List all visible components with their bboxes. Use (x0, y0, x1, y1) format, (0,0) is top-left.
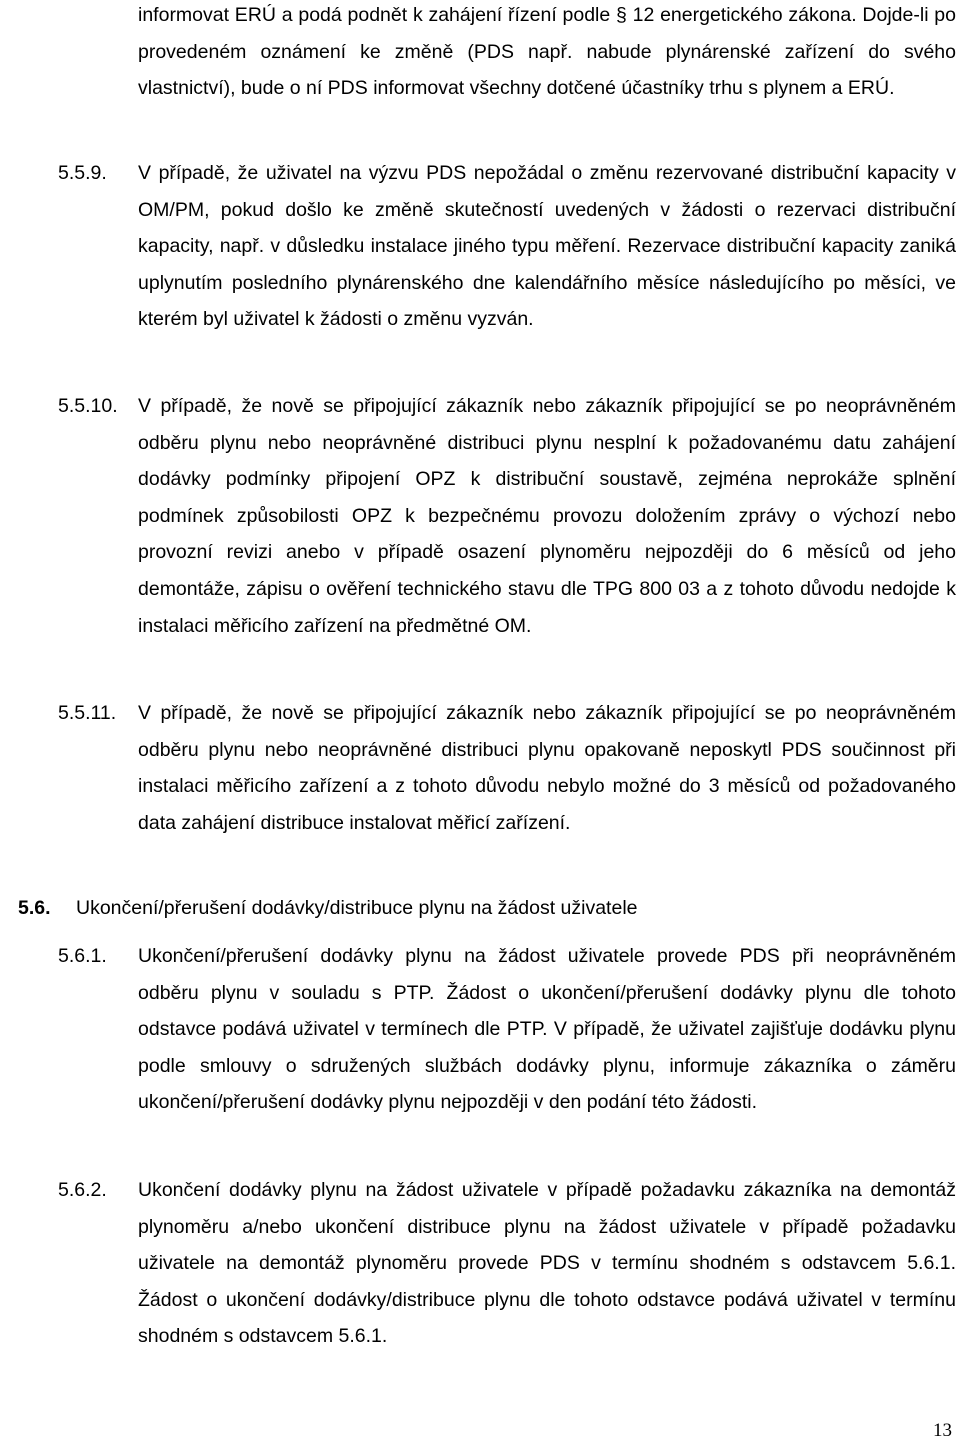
item-text-5-5-11: V případě, že nově se připojující zákazník nebo zákazník připojující se po neoprávněném odběru plynu nebo neoprávněné distribuci plynu opakovaně neposkytl PDS součinnost při instalaci měřicího zařízení a z tohoto důvodu nebylo možné do 3 měsíců od požadovaného data zahájení distribuce instalovat měřicí zařízení. (138, 702, 956, 834)
continuation-paragraph: informovat ERÚ a podá podnět k zahájení řízení podle § 12 energetického zákona. Dojde-li po provedeném oznámení ke změně (PDS např. nabude plynárenské zařízení do svého vlastnictví), bude o ní PDS informovat všechny dotčené účastníky trhu s plynem a ERÚ. (138, 4, 956, 100)
item-number-5-6-2: 5.6.2. (58, 1179, 107, 1201)
item-number-5-5-10: 5.5.10. (58, 395, 118, 417)
item-number-5-5-9: 5.5.9. (58, 162, 107, 184)
item-number-5-6-1: 5.6.1. (58, 945, 107, 967)
item-number-5-5-11: 5.5.11. (58, 702, 117, 724)
section-title: Ukončení/přerušení dodávky/distribuce plynu na žádost uživatele (76, 897, 638, 919)
item-text-5-6-2: Ukončení dodávky plynu na žádost uživatele v případě požadavku zákazníka na demontáž plynoměru a/nebo ukončení distribuce plynu na žádost uživatele v případě požadavku uživatele na demontáž plynoměru provede PDS v termínu shodném s odstavcem 5.6.1. Žádost o ukončení dodávky/distribuce plynu dle tohoto odstavce podává uživatel v termínu shodném s odstavcem 5.6.1. (138, 1179, 956, 1348)
item-text-5-5-10: V případě, že nově se připojující zákazník nebo zákazník připojující se po neoprávněném odběru plynu nebo neoprávněné distribuci plynu nesplní k požadovanému datu zahájení dodávky podmínky připojení OPZ k distribuční soustavě, zejména neprokáže splnění podmínek způsobilosti OPZ k bezpečnému provozu doložením zprávy o výchozí nebo provozní revizi anebo v případě osazení plynoměru nejpozději do 6 měsíců od jeho demontáže, zápisu o ověření technického stavu dle TPG 800 03 a z tohoto důvodu nedojde k instalaci měřicího zařízení na předmětné OM. (138, 395, 956, 637)
page-number: 13 (933, 1420, 952, 1441)
item-text-5-5-9: V případě, že uživatel na výzvu PDS nepožádal o změnu rezervované distribuční kapacity v OM/PM, pokud došlo ke změně skutečností uvedených v žádosti o rezervaci distribuční kapacity, např. v důsledku instalace jiného typu měření. Rezervace distribuční kapacity zaniká uplynutím posledního plynárenského dne kalendářního měsíce následujícího po měsíci, ve kterém byl uživatel k žádosti o změnu vyzván. (138, 162, 956, 331)
item-text-5-6-1: Ukončení/přerušení dodávky plynu na žádost uživatele provede PDS při neoprávněném odběru plynu v souladu s PTP. Žádost o ukončení/přerušení dodávky plynu dle tohoto odstavce podává uživatel v termínech dle PTP. V případě, že uživatel zajišťuje dodávku plynu podle smlouvy o sdružených službách dodávky plynu, informuje zákazníka o záměru ukončení/přerušení dodávky plynu nejpozději v den podání této žádosti. (138, 945, 956, 1114)
section-number: 5.6. (18, 897, 51, 919)
